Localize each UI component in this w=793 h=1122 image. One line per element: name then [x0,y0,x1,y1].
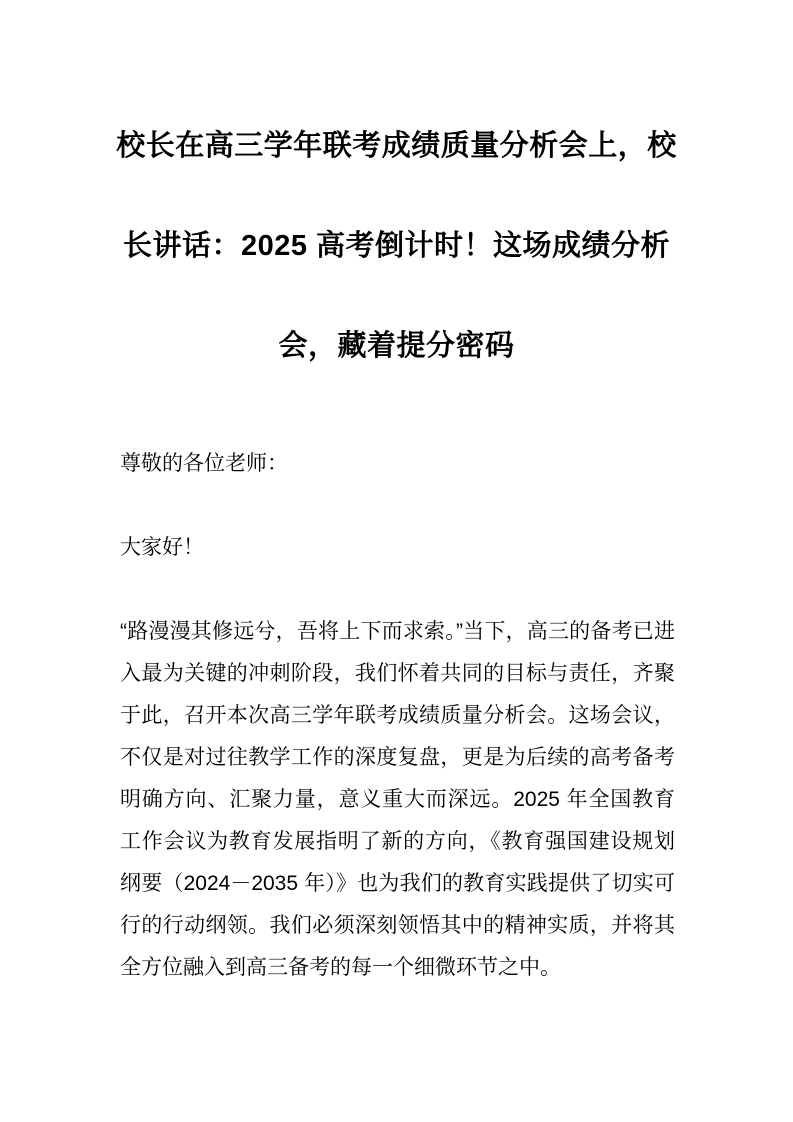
title-line-1: 校长在高三学年联考成绩质量分析会上，校 [116,130,677,162]
document-title [0,96,793,396]
salutation-paragraph: 尊敬的各位老师： [120,452,288,475]
title-line-2: 长讲话：2025 高考倒计时！这场成绩分析 [122,230,671,262]
title-line-3: 会，藏着提分密码 [278,330,515,362]
document-body [120,443,675,989]
greeting-paragraph: 大家好！ [120,536,204,559]
main-paragraph: “路漫漫其修远兮，吾将上下而求索。”当下，高三的备考已进入最为关键的冲刺阶段，我们怀着共同的目标与责任，齐聚于此，召开本次高三学年联考成绩质量分析会。这场会议，不仅是对过往教学工作的深度复盘，更是为后续的高考备考明确方向、汇聚力量，意义重大而深远。2025 年全国教育工作会议为教育发展指明了新的方向，《教育强国建设规划纲要（2024－2035 年）》也为我们的教育实践提供了切实可行的行动纲领。我们必须深刻领悟其中的精神实质，并将其全方位融入到高三备考的每一个细微环节之中。 [120,620,675,979]
